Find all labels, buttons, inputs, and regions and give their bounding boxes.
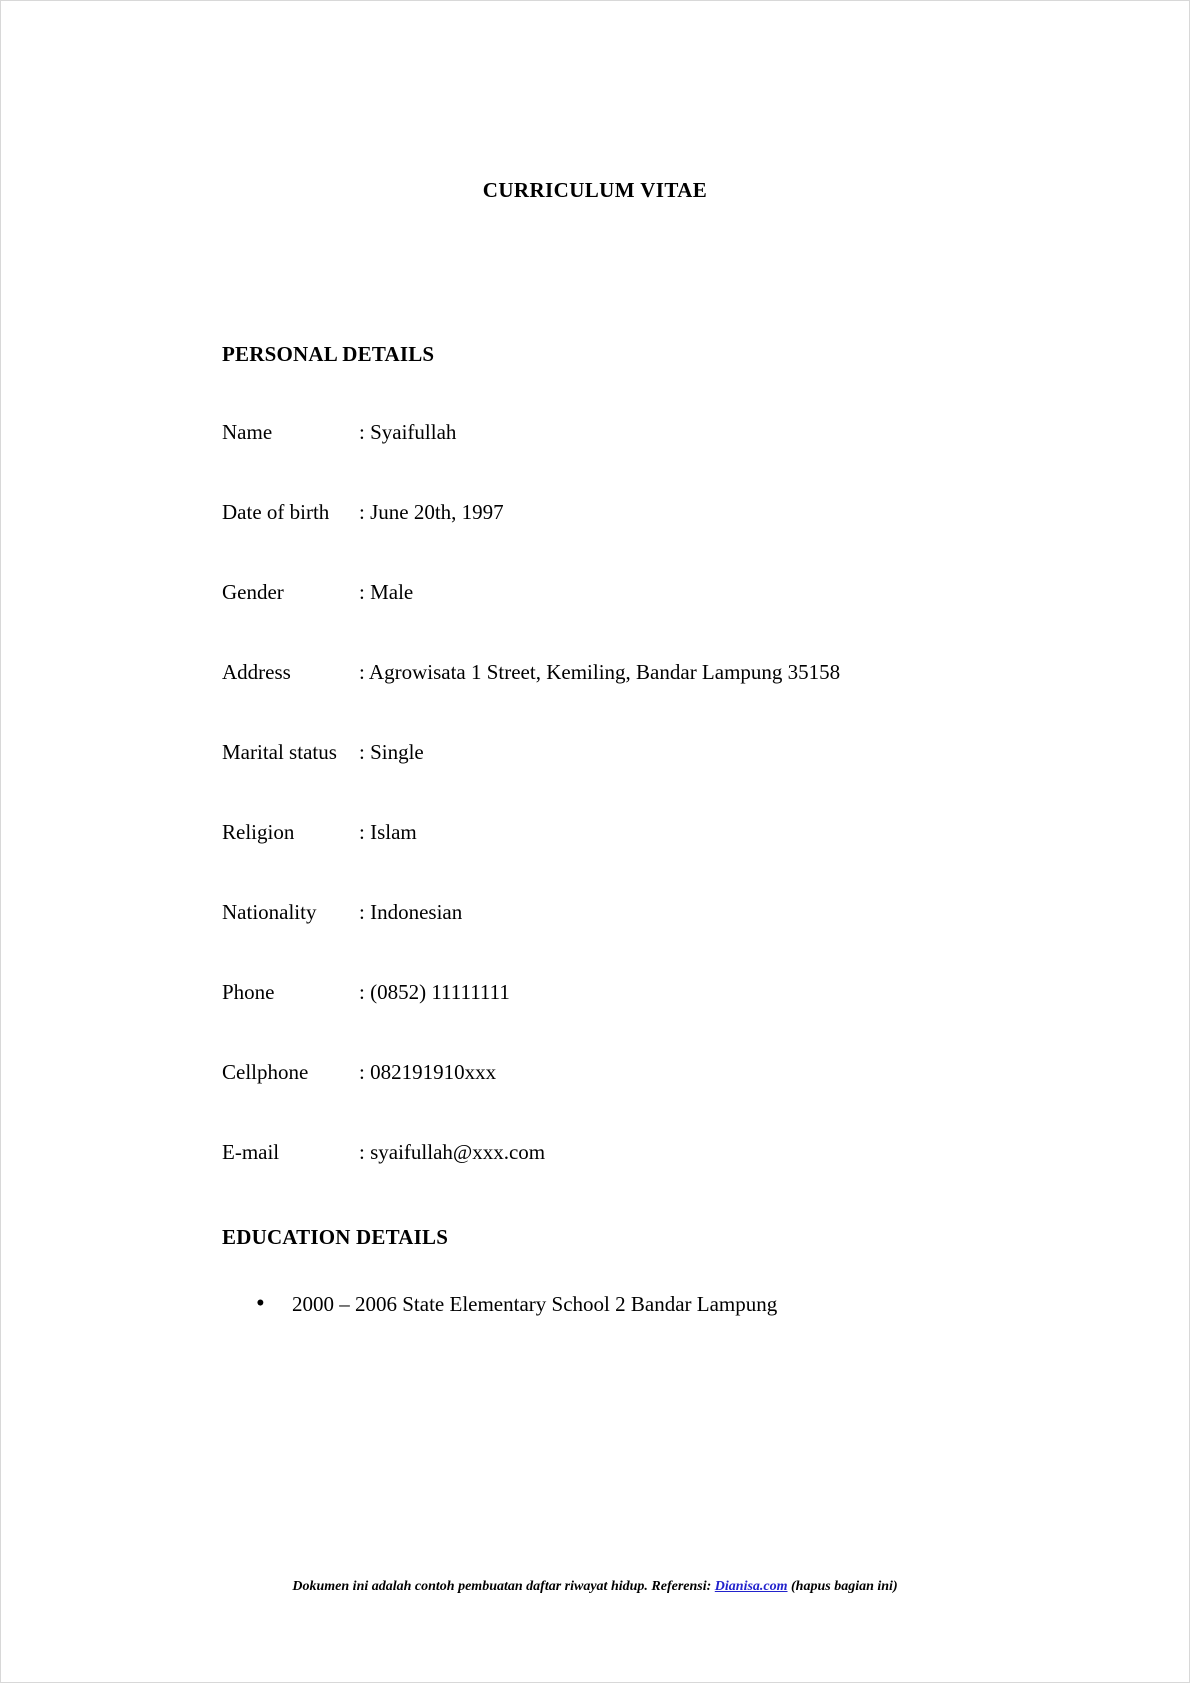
- detail-row-cellphone: [222, 1060, 1122, 1140]
- personal-details-heading: PERSONAL DETAILS: [222, 342, 435, 366]
- detail-value: : Single: [359, 740, 424, 764]
- list-item: [222, 1291, 1122, 1317]
- education-entry-text: 2000 – 2006 State Elementary School 2 Bandar Lampung: [292, 1292, 778, 1316]
- education-details-heading: EDUCATION DETAILS: [222, 1225, 449, 1249]
- detail-row-phone: [222, 980, 1122, 1060]
- detail-label: Gender: [222, 580, 284, 604]
- detail-row-address: [222, 660, 1122, 740]
- footer-reference-link[interactable]: Dianisa.com: [714, 1579, 788, 1594]
- detail-label: Nationality: [222, 900, 317, 924]
- detail-label: Date of birth: [222, 500, 330, 524]
- personal-details-list: [222, 420, 1122, 1220]
- detail-row-marital-status: [222, 740, 1122, 820]
- detail-row-gender: [222, 580, 1122, 660]
- detail-label: Phone: [222, 980, 275, 1004]
- detail-label: Marital status: [222, 740, 337, 764]
- detail-value: : Syaifullah: [359, 420, 457, 444]
- detail-value: : June 20th, 1997: [359, 500, 504, 524]
- detail-value: : Islam: [359, 820, 417, 844]
- detail-row-nationality: [222, 900, 1122, 980]
- detail-label: E-mail: [222, 1140, 280, 1164]
- detail-label: Address: [222, 660, 291, 684]
- detail-value: : syaifullah@xxx.com: [359, 1140, 546, 1164]
- detail-label: Cellphone: [222, 1060, 309, 1084]
- detail-label: Religion: [222, 820, 295, 844]
- detail-label: Name: [222, 420, 273, 444]
- detail-value: : Agrowisata 1 Street, Kemiling, Bandar Lampung 35158: [359, 660, 841, 684]
- footer-text-after: (hapus bagian ini): [787, 1579, 898, 1594]
- footer-text-before: Dokumen ini adalah contoh pembuatan daftar riwayat hidup. Referensi:: [292, 1579, 715, 1594]
- detail-value: : Indonesian: [359, 900, 463, 924]
- detail-row-religion: [222, 820, 1122, 900]
- detail-value: : (0852) 11111111: [359, 980, 510, 1004]
- bullet-icon: •: [256, 1290, 265, 1317]
- detail-value: : 082191910xxx: [359, 1060, 497, 1084]
- detail-row-email: [222, 1140, 1122, 1220]
- detail-row-date-of-birth: [222, 500, 1122, 580]
- education-details-list: [222, 1291, 1122, 1317]
- footer-note: [1, 1579, 1189, 1595]
- page-title: CURRICULUM VITAE: [482, 178, 708, 202]
- detail-value: : Male: [359, 580, 414, 604]
- detail-row-name: [222, 420, 1122, 500]
